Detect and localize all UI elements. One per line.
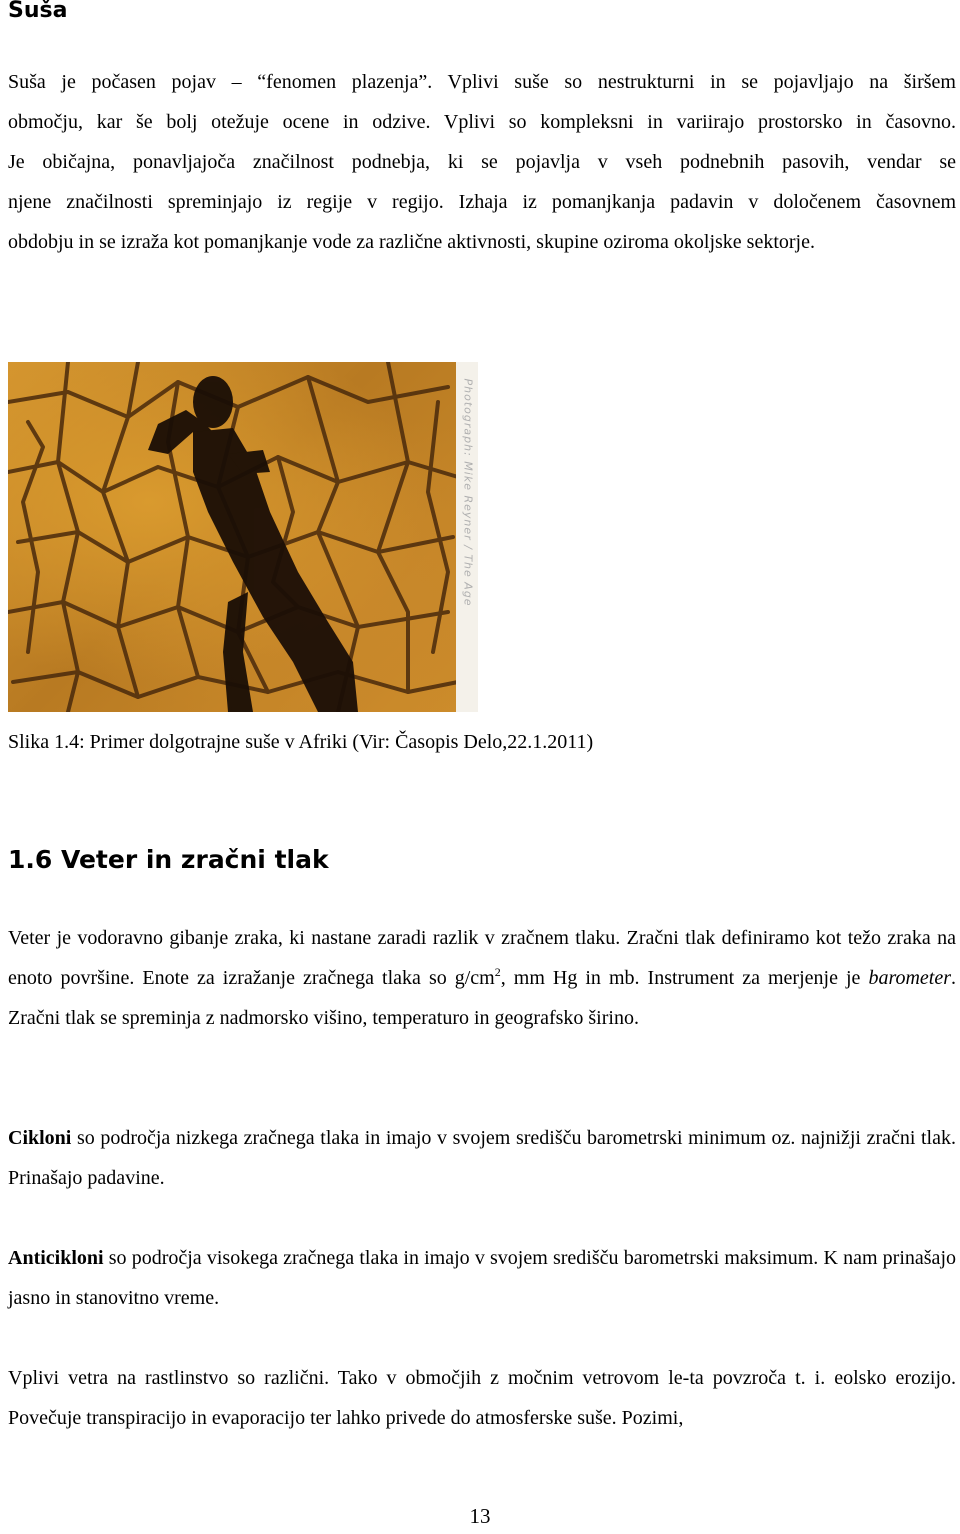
paragraph-cyclones-text: so področja nizkega zračnega tlaka in imajo v svojem središču barometrski minimum oz. najnižji zračni tlak. Prinašajo padavine. [8,1127,956,1189]
term-cikloni: Cikloni [8,1127,72,1149]
intro-line-3: Je običajna, ponavljajoča značilnost podnebja, ki se pojavlja v vseh podnebnih pasovih, vendar se [8,151,956,173]
paragraph-anticyclones-text: so področja visokega zračnega tlaka in imajo v svojem središču barometrski maksimum. K nam prinašajo jasno in stanovitno vreme. [8,1247,956,1309]
photo-credit-text: Photograph: Mike Reyner / The Age [461,378,475,607]
intro-paragraph [8,62,956,262]
section-heading: 1.6 Veter in zračni tlak [8,845,329,874]
paragraph-cyclones [8,1118,956,1198]
paragraph-anticyclones [8,1238,956,1318]
section-title-susa: Suša [8,0,68,23]
intro-line-5: obdobju in se izraža kot pomanjkanje vode za različne aktivnosti, skupine oziroma okoljske sektorje. [8,231,815,253]
superscript-2: 2 [494,965,501,979]
intro-line-1: Suša je počasen pojav – “fenomen plazenja”. Vplivi suše so nestrukturni in se pojavljajo na širšem [8,71,956,93]
paragraph-wind [8,918,956,1038]
paragraph-wind-text-a: Veter je vodoravno gibanje zraka, ki nastane zaradi razlik v zračnem tlaku. Zračni tlak definiramo kot težo zraka na enoto površine. Enote za izražanje zračnega tlaka so g/cm [8,927,956,989]
figure-caption: Slika 1.4: Primer dolgotrajne suše v Afriki (Vir: Časopis Delo,22.1.2011) [8,731,594,753]
cracked-earth-illustration [8,362,478,712]
intro-line-2: območju, kar še bolj otežuje ocene in odzive. Vplivi so kompleksni in variirajo prostorsko in časovno. [8,111,956,133]
page-number: 13 [469,1504,491,1528]
paragraph-wind-text-c: . Zračni tlak se spreminja z nadmorsko višino, temperaturo in geografsko širino. [8,967,957,1029]
drought-photo [8,362,478,712]
intro-line-4: njene značilnosti spreminjajo iz regije v regijo. Izhaja iz pomanjkanja padavin v določenem časovnem [8,191,956,213]
paragraph-wind-effects: Vplivi vetra na rastlinstvo so različni. Tako v območjih z močnim vetrovom le-ta povzroča t. i. eolsko erozijo. Povečuje transpiracijo in evaporacijo ter lahko privede do atmosferske suše. Pozimi, [8,1367,956,1429]
barometer-term: barometer [868,967,952,989]
paragraph-wind-text-b: , mm Hg in mb. Instrument za merjenje je [500,967,869,989]
term-anticikloni: Anticikloni [8,1247,104,1269]
